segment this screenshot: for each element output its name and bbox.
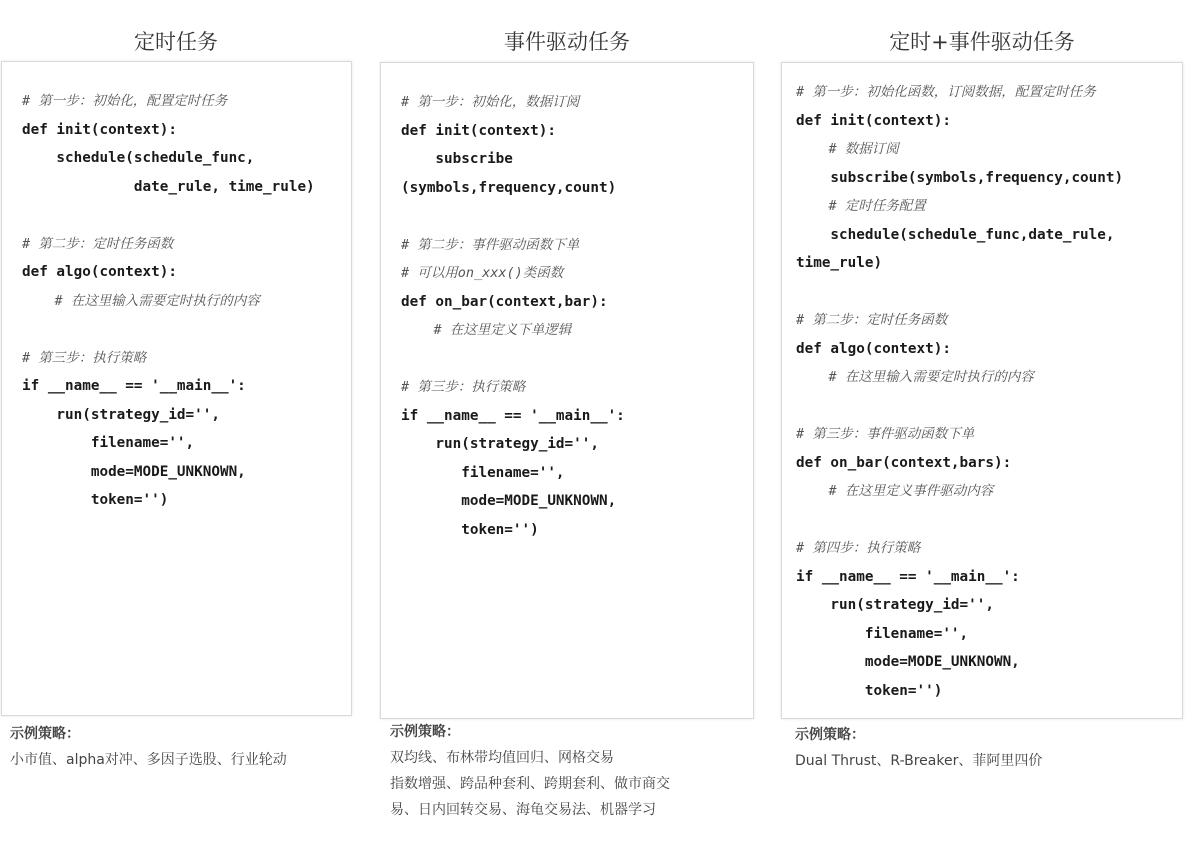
code-comment-line: # 在这里定义事件驱动内容 [796, 483, 994, 499]
code-line: if __name__ == '__main__': [796, 568, 1020, 585]
code-line: def on_bar(context,bars): [796, 454, 1012, 471]
column-title: 定时+事件驱动任务 [889, 30, 1075, 54]
code-line: mode=MODE_UNKNOWN, [796, 654, 1020, 670]
code-line [796, 392, 1123, 421]
code-comment-line: # 第三步：执行策略 [401, 379, 526, 395]
code-block [401, 88, 625, 544]
code-comment-line: # 第四步：执行策略 [796, 540, 921, 556]
example-line: 双均线、布林带均值回归、网格交易 [390, 750, 614, 766]
code-line: mode=MODE_UNKNOWN, [401, 493, 617, 509]
code-line: token='') [796, 682, 943, 699]
code-line: def init(context): [796, 112, 951, 129]
code-comment-line: # 第二步：定时任务函数 [22, 235, 174, 252]
code-comment-line: # 定时任务配置 [796, 198, 926, 214]
example-line: 易、日内回转交易、海龟交易法、机器学习 [390, 802, 656, 818]
code-line [22, 201, 315, 230]
code-line: date_rule, time_rule) [22, 178, 315, 195]
code-comment-line: # 在这里输入需要定时执行的内容 [796, 369, 1034, 385]
code-line [401, 345, 625, 374]
example-strategies [10, 721, 287, 773]
code-comment-line: # 在这里输入需要定时执行的内容 [22, 292, 260, 309]
code-comment-line: # 第一步：初始化，配置定时任务 [22, 93, 228, 109]
code-line: schedule(schedule_func,date_rule, [796, 226, 1115, 243]
example-line: Dual Thrust、R-Breaker、菲阿里四价 [795, 753, 1043, 769]
code-comment-line: # 可以用on_xxx()类函数 [401, 265, 564, 281]
code-block [796, 78, 1123, 705]
code-line: filename='', [22, 435, 195, 451]
code-line: token='') [401, 521, 539, 538]
code-panel [1, 61, 352, 716]
example-line: 指数增强、跨品种套利、跨期套利、做市商交 [390, 776, 670, 792]
code-line: time_rule) [796, 255, 883, 271]
code-line [22, 315, 315, 344]
example-strategies [390, 719, 670, 823]
column-title: 事件驱动任务 [504, 30, 630, 54]
code-line: def on_bar(context,bar): [401, 293, 608, 310]
example-strategies [795, 722, 1042, 774]
code-line: def init(context): [22, 121, 177, 138]
code-line: run(strategy_id='', [401, 436, 599, 452]
code-comment-line: # 在这里定义下单逻辑 [401, 322, 572, 338]
code-panel [781, 62, 1183, 719]
example-title: 示例策略： [10, 726, 80, 742]
code-line: run(strategy_id='', [796, 597, 994, 613]
code-line: mode=MODE_UNKNOWN, [22, 463, 246, 480]
code-panel [380, 62, 754, 719]
example-line: 小市值、alpha对冲、多因子选股、行业轮动 [10, 752, 287, 768]
code-line [401, 202, 625, 231]
code-line [796, 506, 1123, 535]
column-title: 定时任务 [134, 30, 218, 54]
code-comment-line: # 数据订阅 [796, 141, 899, 157]
code-line: def algo(context): [22, 264, 177, 280]
code-comment-line: # 第一步：初始化函数，订阅数据，配置定时任务 [796, 84, 1096, 100]
code-line: if __name__ == '__main__': [22, 378, 246, 394]
code-line: token='') [22, 492, 169, 508]
code-comment-line: # 第三步：事件驱动函数下单 [796, 426, 975, 442]
code-comment-line: # 第二步：定时任务函数 [796, 312, 948, 328]
code-line: filename='', [401, 464, 565, 481]
code-line: subscribe [401, 151, 513, 167]
code-comment-line: # 第一步：初始化，数据订阅 [401, 94, 580, 110]
code-line: subscribe(symbols,frequency,count) [796, 169, 1124, 186]
example-title: 示例策略： [795, 727, 865, 743]
code-line: def init(context): [401, 122, 556, 139]
code-line: def algo(context): [796, 340, 951, 357]
code-line [796, 278, 1123, 307]
code-line: if __name__ == '__main__': [401, 407, 625, 424]
example-title: 示例策略： [390, 724, 460, 740]
code-line: (symbols,frequency,count) [401, 179, 617, 196]
code-line: schedule(schedule_func, [22, 150, 255, 166]
code-comment-line: # 第二步：事件驱动函数下单 [401, 236, 580, 253]
code-line: run(strategy_id='', [22, 406, 220, 423]
code-line: filename='', [796, 625, 969, 642]
code-block [22, 87, 315, 515]
code-comment-line: # 第三步：执行策略 [22, 349, 147, 366]
